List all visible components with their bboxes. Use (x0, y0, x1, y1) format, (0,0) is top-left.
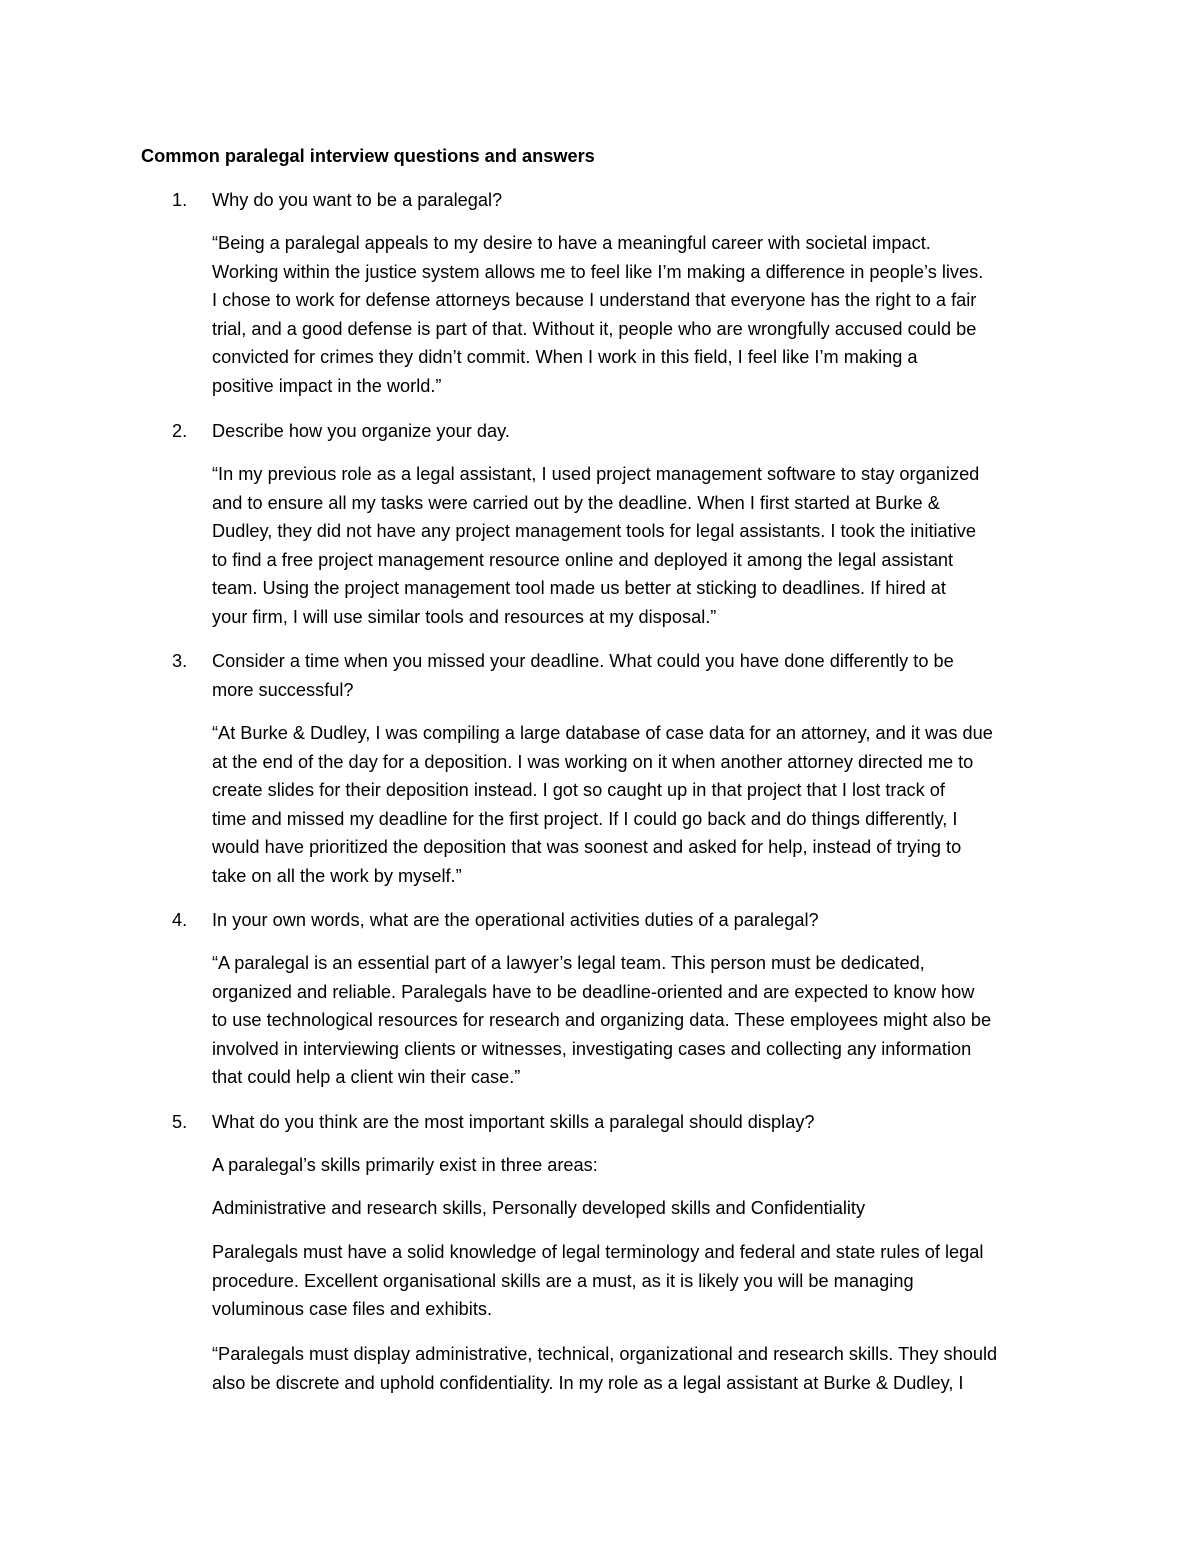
answer-paragraph (212, 719, 1072, 891)
answer-line: that could help a client win their case.” (212, 1067, 521, 1088)
answer-line: at the end of the day for a deposition. I was working on it when another attorney directed me to (212, 751, 974, 772)
answer-paragraph (212, 460, 1072, 632)
question (212, 417, 1072, 446)
answer-line: “Paralegals must display administrative, technical, organizational and research skills. They should (212, 1344, 998, 1364)
answer-line: to use technological resources for research and organizing data. These employees might also be (212, 1010, 992, 1031)
list-item-number: 5. (172, 1112, 188, 1132)
answer-line: to find a free project management resource online and deployed it among the legal assistant (212, 549, 954, 570)
answer-line: I chose to work for defense attorneys because I understand that everyone has the right to a fair (212, 290, 977, 311)
question-line: Why do you want to be a paralegal? (212, 190, 503, 210)
answer-line: procedure. Excellent organisational skills are a must, as it is likely you will be managing (212, 1270, 914, 1291)
answer-line: take on all the work by myself.” (212, 865, 462, 886)
answer-line: Administrative and research skills, Personally developed skills and Confidentiality (212, 1198, 866, 1218)
answer-line: and to ensure all my tasks were carried out by the deadline. When I first started at Burke & (212, 492, 940, 513)
answer-paragraph (212, 1151, 1072, 1180)
list-item-number: 1. (172, 190, 188, 210)
answer-paragraph (212, 229, 1072, 401)
answer-line: involved in interviewing clients or witnesses, investigating cases and collecting any information (212, 1038, 972, 1059)
answer-paragraph (212, 1194, 1072, 1223)
answer-line: Working within the justice system allows me to feel like I’m making a difference in people’s lives. (212, 261, 984, 282)
question (212, 186, 1072, 215)
answer-line: also be discrete and uphold confidentiality. In my role as a legal assistant at Burke & Dudley, I (212, 1372, 964, 1393)
list-item-number: 3. (172, 651, 188, 671)
question-line: What do you think are the most important skills a paralegal should display? (212, 1112, 815, 1132)
answer-line: convicted for crimes they didn’t commit. When I work in this field, I feel like I’m making a (212, 347, 918, 368)
list-item-number: 4. (172, 910, 188, 930)
answer-line: create slides for their deposition instead. I got so caught up in that project that I lost track of (212, 780, 945, 801)
answer-line: organized and reliable. Paralegals have to be deadline-oriented and are expected to know how (212, 981, 975, 1002)
answer-paragraph (212, 1340, 1072, 1397)
question (212, 906, 1072, 935)
question-line: Describe how you organize your day. (212, 421, 510, 441)
answer-line: A paralegal’s skills primarily exist in three areas: (212, 1155, 598, 1175)
answer-line: “A paralegal is an essential part of a lawyer’s legal team. This person must be dedicated, (212, 953, 925, 973)
question (212, 647, 1072, 704)
answer-line: Dudley, they did not have any project management tools for legal assistants. I took the initiative (212, 521, 976, 542)
answer-line: “In my previous role as a legal assistant, I used project management software to stay organized (212, 464, 980, 484)
answer-paragraph (212, 949, 1072, 1092)
question-line: Consider a time when you missed your deadline. What could you have done differently to be (212, 651, 954, 671)
answer-line: team. Using the project management tool made us better at sticking to deadlines. If hired at (212, 578, 946, 599)
question-line: more successful? (212, 679, 354, 700)
answer-line: your firm, I will use similar tools and resources at my disposal.” (212, 606, 717, 627)
question-line: In your own words, what are the operational activities duties of a paralegal? (212, 910, 819, 930)
document-title: Common paralegal interview questions and answers (141, 146, 595, 166)
answer-line: “At Burke & Dudley, I was compiling a large database of case data for an attorney, and it was due (212, 723, 993, 743)
list-item-number: 2. (172, 421, 188, 441)
answer-paragraph (212, 1238, 1072, 1324)
answer-line: trial, and a good defense is part of that. Without it, people who are wrongfully accused could be (212, 318, 977, 339)
answer-line: voluminous case files and exhibits. (212, 1299, 493, 1320)
answer-line: would have prioritized the deposition that was soonest and asked for help, instead of trying to (212, 837, 962, 858)
answer-line: positive impact in the world.” (212, 375, 442, 396)
answer-line: “Being a paralegal appeals to my desire to have a meaningful career with societal impact. (212, 233, 931, 253)
answer-line: Paralegals must have a solid knowledge of legal terminology and federal and state rules of legal (212, 1242, 984, 1262)
question (212, 1108, 1072, 1137)
answer-line: time and missed my deadline for the first project. If I could go back and do things differently, I (212, 808, 958, 829)
